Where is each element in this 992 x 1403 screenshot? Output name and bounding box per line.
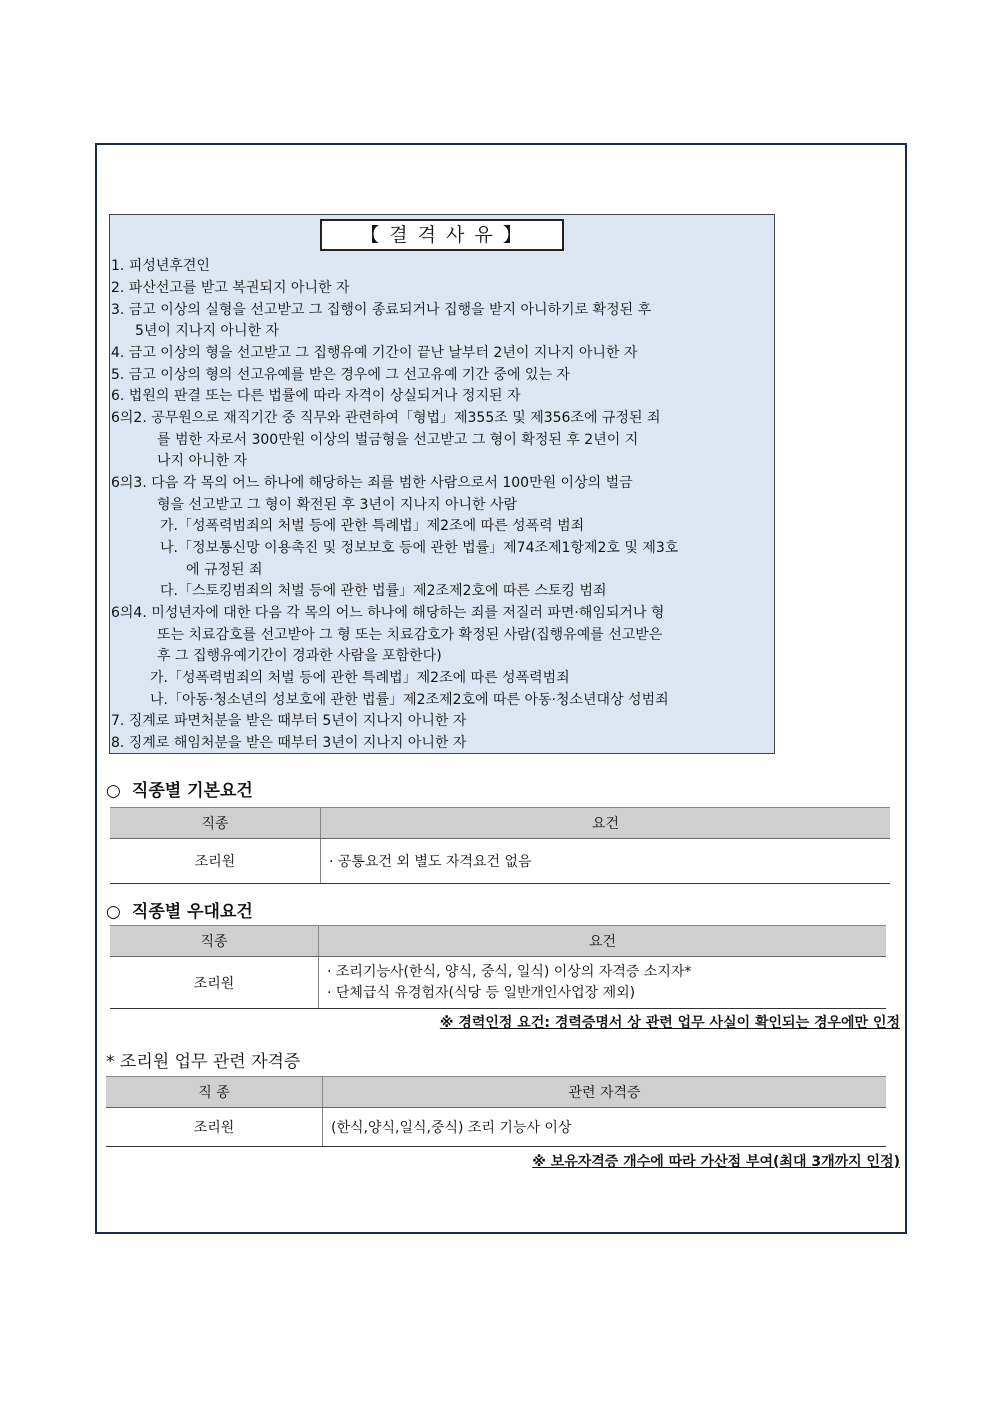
col-requirement: 요건 [319, 926, 887, 957]
requirement-cell [319, 957, 887, 1009]
dq-line: 가.「성폭력범죄의 처벌 등에 관한 특례법」제2조에 따른 성폭력범죄 [150, 670, 570, 686]
basic-requirements-heading [106, 776, 253, 801]
requirement-line: · 단체급식 유경험자(식당 등 일반개인사업장 제외) [327, 984, 636, 1001]
dq-line: 5년이 지나지 아니한 자 [135, 323, 279, 339]
basic-requirements-title: 직종별 기본요건 [131, 781, 253, 801]
preferred-requirements-heading [106, 897, 253, 922]
basic-requirements-table [110, 807, 890, 884]
job-cell: 조리원 [110, 839, 321, 884]
job-cell: 조리원 [106, 1108, 323, 1147]
bonus-note: ※ 보유자격증 개수에 따라 가산점 부여(최대 3개까지 인정) [532, 1154, 900, 1170]
certificates-table [106, 1076, 886, 1147]
table-row [110, 839, 890, 884]
dq-line: 6의2. 공무원으로 재직기간 중 직무와 관련하여「형법」제355조 및 제356조에 규정된 죄 [111, 410, 661, 426]
dq-line: 1. 피성년후견인 [111, 258, 210, 274]
experience-note: ※ 경력인정 요건: 경력증명서 상 관련 업무 사실이 확인되는 경우에만 인정 [439, 1015, 900, 1031]
dq-line: 6의3. 다음 각 목의 어느 하나에 해당하는 죄를 범한 사람으로서 100만원 이상의 벌금 [111, 475, 633, 491]
circle-bullet: ○ [106, 902, 121, 922]
job-cell: 조리원 [110, 957, 319, 1009]
dq-line: 나.「정보통신망 이용촉진 및 정보보호 등에 관한 법률」제74조제1항제2호 및 제3호 [160, 540, 679, 556]
table-row [106, 1108, 886, 1147]
requirement-cell: · 공통요건 외 별도 자격요건 없음 [321, 839, 891, 884]
dq-line: 8. 징계로 해임처분을 받은 때부터 3년이 지나지 아니한 자 [111, 735, 467, 751]
preferred-requirements-table [110, 925, 886, 1009]
dq-line: 다.「스토킹범죄의 처벌 등에 관한 법률」제2조제2호에 따른 스토킹 범죄 [160, 583, 607, 599]
dq-line: 후 그 집행유예기간이 경과한 사람을 포함한다) [157, 648, 442, 664]
dq-line: 에 규정된 죄 [186, 562, 263, 578]
dq-line: 2. 파산선고를 받고 복권되지 아니한 자 [111, 280, 350, 296]
preferred-requirements-title: 직종별 우대요건 [131, 902, 253, 922]
dq-line: 가.「성폭력범죄의 처벌 등에 관한 특례법」제2조에 따른 성폭력 범죄 [160, 518, 585, 534]
dq-line: 6. 법원의 판결 또는 다른 법률에 따라 자격이 상실되거나 정지된 자 [111, 388, 521, 404]
dq-line: 나지 아니한 자 [157, 453, 248, 469]
dq-line: 6의4. 미성년자에 대한 다음 각 목의 어느 하나에 해당하는 죄를 저질러 파면·해임되거나 형 [111, 605, 665, 621]
dq-line: 3. 금고 이상의 실형을 선고받고 그 집행이 종료되거나 집행을 받지 아니하기로 확정된 후 [111, 302, 652, 318]
dq-line: 7. 징계로 파면처분을 받은 때부터 5년이 지나지 아니한 자 [111, 713, 467, 729]
col-job: 직종 [110, 926, 319, 957]
requirement-line: · 조리기능사(한식, 양식, 중식, 일식) 이상의 자격증 소지자* [327, 963, 692, 980]
dq-line: 나.「아동·청소년의 성보호에 관한 법률」제2조제2호에 따른 아동·청소년대상 성범죄 [150, 692, 669, 708]
table-row [110, 957, 886, 1009]
col-requirement: 요건 [321, 808, 891, 839]
certificates-heading: * 조리원 업무 관련 자격증 [106, 1052, 301, 1072]
dq-line: 형을 선고받고 그 형이 확전된 후 3년이 지나지 아니한 사람 [157, 497, 518, 513]
dq-line: 4. 금고 이상의 형을 선고받고 그 집행유예 기간이 끝난 날부터 2년이 지나지 아니한 자 [111, 345, 638, 361]
col-certificate: 관련 자격증 [323, 1077, 887, 1108]
col-job: 직종 [110, 808, 321, 839]
dq-line: 를 범한 자로서 300만원 이상의 벌금형을 선고받고 그 형이 확정된 후 2년이 지 [157, 432, 639, 448]
col-job: 직 종 [106, 1077, 323, 1108]
dq-line: 5. 금고 이상의 형의 선고유예를 받은 경우에 그 선고유예 기간 중에 있는 자 [111, 367, 570, 383]
circle-bullet: ○ [106, 781, 121, 801]
certificate-cell: (한식,양식,일식,중식) 조리 기능사 이상 [323, 1108, 887, 1147]
dq-line: 또는 치료감호를 선고받아 그 형 또는 치료감호가 확정된 사람(집행유예를 선고받은 [157, 627, 663, 643]
disqualification-title: 【 결 격 사 유 】 [320, 219, 564, 251]
